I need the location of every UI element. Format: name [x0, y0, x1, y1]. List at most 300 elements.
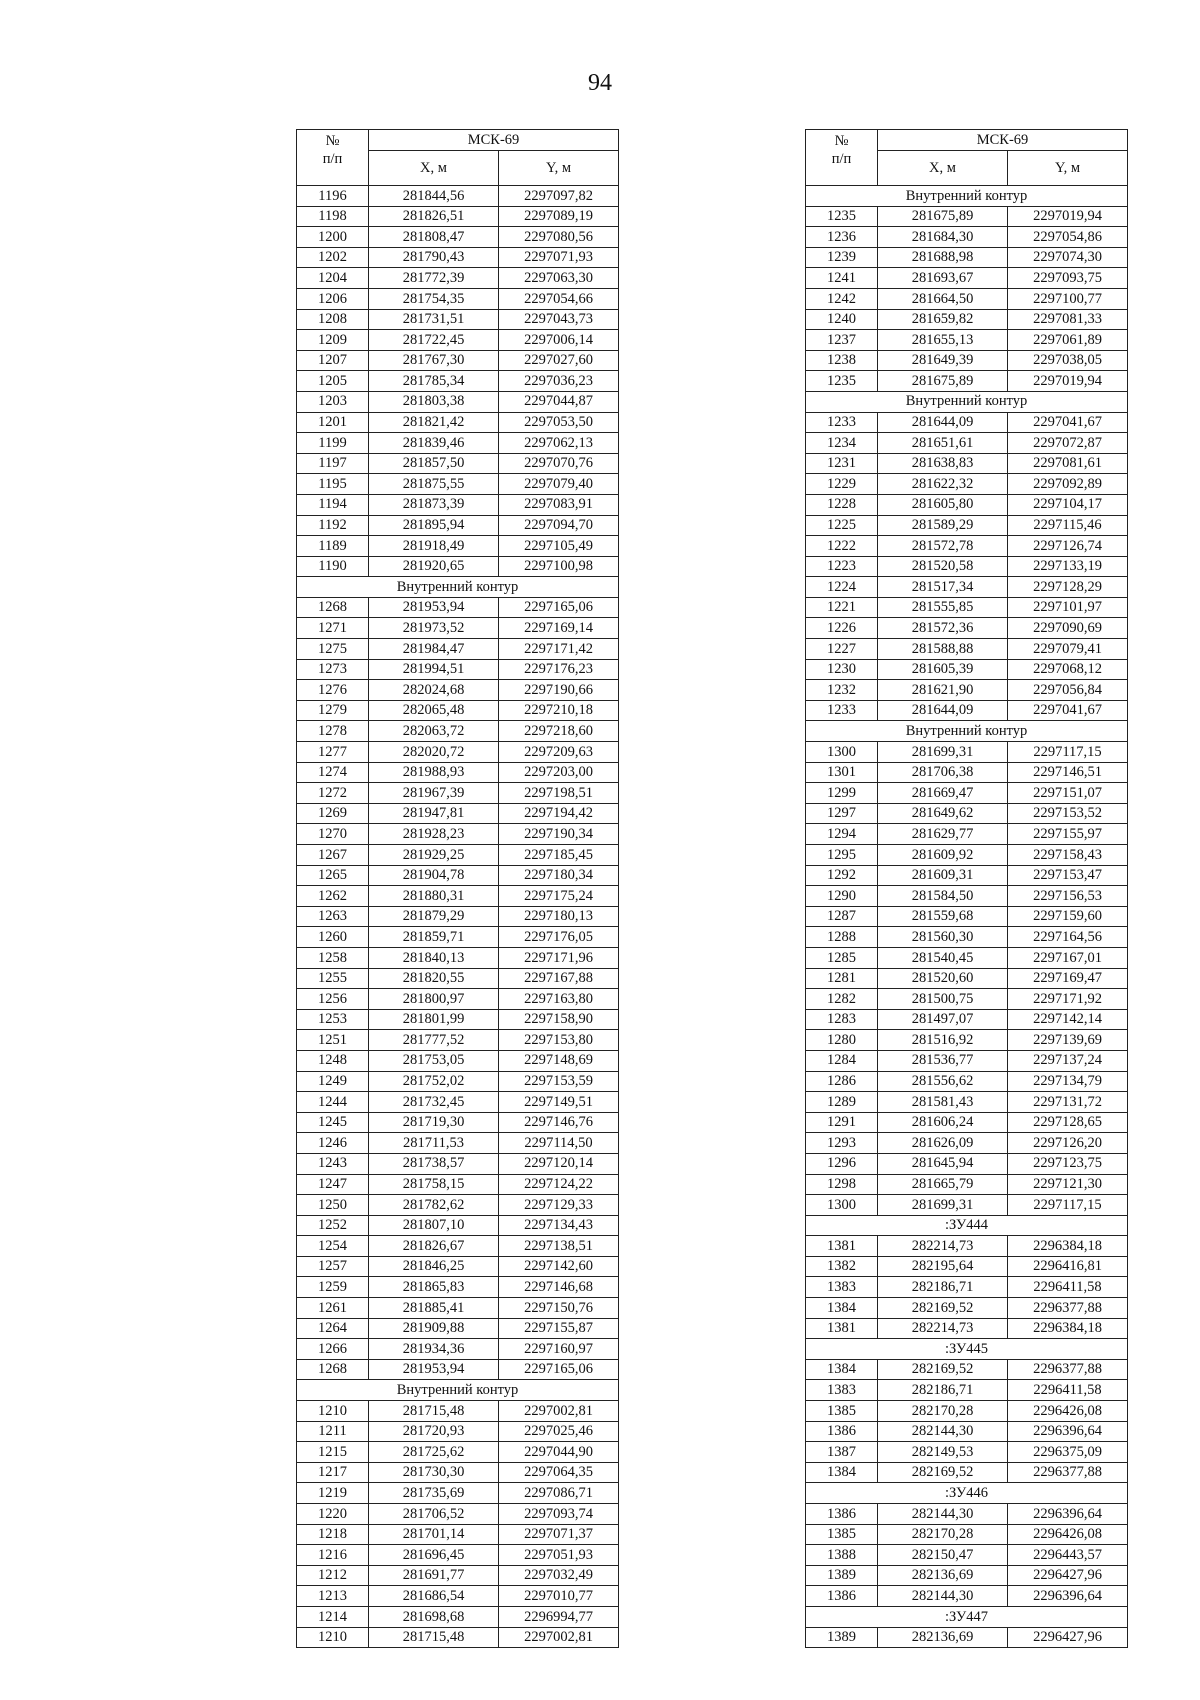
table-row	[297, 1524, 619, 1545]
y-coordinate: 2297044,90	[499, 1442, 619, 1463]
point-number: 1209	[297, 330, 369, 351]
x-coordinate: 282144,30	[878, 1586, 1008, 1607]
x-coordinate: 281711,53	[369, 1133, 499, 1154]
table-row	[297, 762, 619, 783]
y-coordinate: 2297134,43	[499, 1215, 619, 1236]
section-row	[297, 1380, 619, 1401]
y-coordinate: 2297054,86	[1008, 227, 1128, 248]
point-number: 1387	[806, 1442, 878, 1463]
point-number: 1265	[297, 865, 369, 886]
table-row	[297, 309, 619, 330]
point-number: 1271	[297, 618, 369, 639]
point-number: 1203	[297, 391, 369, 412]
y-coordinate: 2297043,73	[499, 309, 619, 330]
x-coordinate: 281758,15	[369, 1174, 499, 1195]
number-column-header	[806, 130, 878, 186]
section-row	[806, 1483, 1128, 1504]
point-number: 1235	[806, 206, 878, 227]
y-coordinate: 2297153,52	[1008, 803, 1128, 824]
table-row	[297, 1277, 619, 1298]
point-number: 1245	[297, 1112, 369, 1133]
point-number: 1270	[297, 824, 369, 845]
table-row	[806, 700, 1128, 721]
table-row	[806, 288, 1128, 309]
table-row	[297, 247, 619, 268]
x-coordinate: 281497,07	[878, 1009, 1008, 1030]
point-number: 1389	[806, 1627, 878, 1648]
point-number: 1250	[297, 1195, 369, 1216]
y-coordinate: 2297210,18	[499, 700, 619, 721]
table-row	[297, 433, 619, 454]
table-row	[297, 742, 619, 763]
y-coordinate: 2297146,68	[499, 1277, 619, 1298]
point-number: 1295	[806, 845, 878, 866]
x-coordinate: 281698,68	[369, 1606, 499, 1627]
table-row	[297, 1009, 619, 1030]
y-coordinate: 2296384,18	[1008, 1318, 1128, 1339]
table-row	[806, 989, 1128, 1010]
x-coordinate: 282214,73	[878, 1318, 1008, 1339]
table-row	[297, 989, 619, 1010]
point-number: 1384	[806, 1462, 878, 1483]
x-coordinate: 281785,34	[369, 371, 499, 392]
x-coordinate: 282186,71	[878, 1277, 1008, 1298]
section-row	[297, 577, 619, 598]
table-row	[297, 1462, 619, 1483]
point-number: 1283	[806, 1009, 878, 1030]
table-row	[806, 412, 1128, 433]
x-column-header: X, м	[878, 151, 1008, 186]
point-number: 1238	[806, 350, 878, 371]
y-coordinate: 2297158,90	[499, 1009, 619, 1030]
point-number: 1278	[297, 721, 369, 742]
y-coordinate: 2297027,60	[499, 350, 619, 371]
x-coordinate: 281536,77	[878, 1050, 1008, 1071]
table-row	[806, 1545, 1128, 1566]
y-coordinate: 2297006,14	[499, 330, 619, 351]
y-coordinate: 2297133,19	[1008, 556, 1128, 577]
table-row	[806, 1174, 1128, 1195]
section-label: :ЗУ446	[806, 1483, 1128, 1504]
table-row	[806, 597, 1128, 618]
table-row	[806, 1050, 1128, 1071]
x-coordinate: 281644,09	[878, 700, 1008, 721]
x-coordinate: 281801,99	[369, 1009, 499, 1030]
y-coordinate: 2297041,67	[1008, 412, 1128, 433]
y-coordinate: 2297002,81	[499, 1401, 619, 1422]
x-coordinate: 281638,83	[878, 453, 1008, 474]
x-coordinate: 281665,79	[878, 1174, 1008, 1195]
x-coordinate: 281803,38	[369, 391, 499, 412]
y-coordinate: 2297086,71	[499, 1483, 619, 1504]
y-coordinate: 2297083,91	[499, 494, 619, 515]
y-coordinate: 2297100,98	[499, 556, 619, 577]
table-row	[806, 1318, 1128, 1339]
table-row	[806, 247, 1128, 268]
y-coordinate: 2297156,53	[1008, 886, 1128, 907]
y-coordinate: 2297123,75	[1008, 1153, 1128, 1174]
x-coordinate: 282170,28	[878, 1401, 1008, 1422]
x-coordinate: 281622,32	[878, 474, 1008, 495]
y-coordinate: 2296443,57	[1008, 1545, 1128, 1566]
point-number: 1202	[297, 247, 369, 268]
table-row	[806, 803, 1128, 824]
table-row	[806, 350, 1128, 371]
table-row	[806, 1504, 1128, 1525]
point-number: 1273	[297, 659, 369, 680]
table-row	[297, 227, 619, 248]
x-coordinate: 281645,94	[878, 1153, 1008, 1174]
table-row	[806, 227, 1128, 248]
table-row	[297, 1586, 619, 1607]
x-coordinate: 281696,45	[369, 1545, 499, 1566]
point-number: 1224	[806, 577, 878, 598]
number-sign: №	[834, 133, 849, 149]
y-coordinate: 2297038,05	[1008, 350, 1128, 371]
point-number: 1291	[806, 1112, 878, 1133]
section-label: Внутренний контур	[806, 391, 1128, 412]
table-row	[297, 886, 619, 907]
x-coordinate: 281605,39	[878, 659, 1008, 680]
x-coordinate: 281920,65	[369, 556, 499, 577]
point-number: 1389	[806, 1565, 878, 1586]
point-number: 1207	[297, 350, 369, 371]
table-row	[297, 1092, 619, 1113]
table-row	[806, 680, 1128, 701]
y-coordinate: 2297061,89	[1008, 330, 1128, 351]
table-row	[806, 659, 1128, 680]
table-row	[297, 659, 619, 680]
x-coordinate: 281994,51	[369, 659, 499, 680]
point-number: 1213	[297, 1586, 369, 1607]
point-number: 1386	[806, 1586, 878, 1607]
x-column-header: X, м	[369, 151, 499, 186]
y-coordinate: 2297176,23	[499, 659, 619, 680]
point-number: 1234	[806, 433, 878, 454]
x-coordinate: 281735,69	[369, 1483, 499, 1504]
y-coordinate: 2297128,29	[1008, 577, 1128, 598]
point-number: 1198	[297, 206, 369, 227]
x-coordinate: 281752,02	[369, 1071, 499, 1092]
x-coordinate: 281706,38	[878, 762, 1008, 783]
y-coordinate: 2297150,76	[499, 1298, 619, 1319]
x-coordinate: 281572,78	[878, 536, 1008, 557]
x-coordinate: 281644,09	[878, 412, 1008, 433]
point-number: 1214	[297, 1606, 369, 1627]
table-row	[297, 1174, 619, 1195]
point-number: 1247	[297, 1174, 369, 1195]
x-coordinate: 281693,67	[878, 268, 1008, 289]
table-row	[297, 1195, 619, 1216]
section-label: :ЗУ444	[806, 1215, 1128, 1236]
point-number: 1294	[806, 824, 878, 845]
x-coordinate: 282195,64	[878, 1256, 1008, 1277]
table-row	[297, 1606, 619, 1627]
table-row	[806, 1380, 1128, 1401]
y-coordinate: 2296396,64	[1008, 1421, 1128, 1442]
point-number: 1192	[297, 515, 369, 536]
table-row	[297, 1050, 619, 1071]
x-coordinate: 281720,93	[369, 1421, 499, 1442]
y-coordinate: 2297081,61	[1008, 453, 1128, 474]
y-coordinate: 2297051,93	[499, 1545, 619, 1566]
table-row	[297, 783, 619, 804]
x-coordinate: 281865,83	[369, 1277, 499, 1298]
y-coordinate: 2296396,64	[1008, 1586, 1128, 1607]
table-row	[297, 1236, 619, 1257]
point-number: 1221	[806, 597, 878, 618]
table-row	[297, 639, 619, 660]
table-row	[806, 865, 1128, 886]
y-coordinate: 2297062,13	[499, 433, 619, 454]
x-coordinate: 281589,29	[878, 515, 1008, 536]
x-coordinate: 281555,85	[878, 597, 1008, 618]
x-coordinate: 281560,30	[878, 927, 1008, 948]
table-row	[297, 1442, 619, 1463]
point-number: 1274	[297, 762, 369, 783]
y-coordinate: 2297056,84	[1008, 680, 1128, 701]
x-coordinate: 281879,29	[369, 906, 499, 927]
y-coordinate: 2297185,45	[499, 845, 619, 866]
table-row	[297, 845, 619, 866]
point-number: 1223	[806, 556, 878, 577]
table-row	[806, 1421, 1128, 1442]
table-row	[806, 577, 1128, 598]
table-row	[806, 1195, 1128, 1216]
x-coordinate: 281904,78	[369, 865, 499, 886]
x-coordinate: 281826,51	[369, 206, 499, 227]
x-coordinate: 281782,62	[369, 1195, 499, 1216]
point-number: 1239	[806, 247, 878, 268]
table-row	[297, 1318, 619, 1339]
table-row	[297, 1112, 619, 1133]
y-coordinate: 2297209,63	[499, 742, 619, 763]
table-row	[806, 968, 1128, 989]
x-coordinate: 281649,39	[878, 350, 1008, 371]
point-number: 1206	[297, 288, 369, 309]
table-row	[297, 288, 619, 309]
point-number: 1266	[297, 1339, 369, 1360]
y-coordinate: 2297171,92	[1008, 989, 1128, 1010]
x-coordinate: 281649,62	[878, 803, 1008, 824]
y-coordinate: 2297105,49	[499, 536, 619, 557]
table-row	[806, 206, 1128, 227]
y-coordinate: 2297074,30	[1008, 247, 1128, 268]
table-row	[806, 906, 1128, 927]
y-coordinate: 2297129,33	[499, 1195, 619, 1216]
y-coordinate: 2297137,24	[1008, 1050, 1128, 1071]
y-coordinate: 2297218,60	[499, 721, 619, 742]
x-coordinate: 281701,14	[369, 1524, 499, 1545]
x-coordinate: 281520,58	[878, 556, 1008, 577]
x-coordinate: 282169,52	[878, 1298, 1008, 1319]
table-row	[297, 618, 619, 639]
point-number: 1231	[806, 453, 878, 474]
x-coordinate: 281540,45	[878, 947, 1008, 968]
table-row	[297, 1545, 619, 1566]
x-coordinate: 281559,68	[878, 906, 1008, 927]
table-row	[806, 474, 1128, 495]
x-coordinate: 282186,71	[878, 1380, 1008, 1401]
point-number: 1259	[297, 1277, 369, 1298]
y-coordinate: 2297064,35	[499, 1462, 619, 1483]
table-row	[806, 1565, 1128, 1586]
table-row	[806, 309, 1128, 330]
point-number: 1236	[806, 227, 878, 248]
y-coordinate: 2297155,87	[499, 1318, 619, 1339]
y-coordinate: 2297149,51	[499, 1092, 619, 1113]
point-number: 1210	[297, 1401, 369, 1422]
x-coordinate: 281629,77	[878, 824, 1008, 845]
y-coordinate: 2297128,65	[1008, 1112, 1128, 1133]
table-row	[806, 1401, 1128, 1422]
table-row	[806, 1256, 1128, 1277]
point-number: 1204	[297, 268, 369, 289]
x-coordinate: 281621,90	[878, 680, 1008, 701]
point-number: 1232	[806, 680, 878, 701]
x-coordinate: 281715,48	[369, 1401, 499, 1422]
table-row	[806, 1298, 1128, 1319]
y-coordinate: 2297126,20	[1008, 1133, 1128, 1154]
x-coordinate: 281500,75	[878, 989, 1008, 1010]
point-number: 1240	[806, 309, 878, 330]
y-coordinate: 2296411,58	[1008, 1380, 1128, 1401]
y-coordinate: 2296375,09	[1008, 1442, 1128, 1463]
y-coordinate: 2297104,17	[1008, 494, 1128, 515]
y-coordinate: 2297101,97	[1008, 597, 1128, 618]
table-row	[297, 186, 619, 207]
y-coordinate: 2297117,15	[1008, 1195, 1128, 1216]
x-coordinate: 281953,94	[369, 1359, 499, 1380]
table-row	[806, 1030, 1128, 1051]
x-coordinate: 281880,31	[369, 886, 499, 907]
y-coordinate: 2297171,96	[499, 947, 619, 968]
point-number: 1285	[806, 947, 878, 968]
y-coordinate: 2297167,01	[1008, 947, 1128, 968]
table-row	[297, 1504, 619, 1525]
table-row	[806, 639, 1128, 660]
y-coordinate: 2297142,60	[499, 1256, 619, 1277]
y-coordinate: 2297159,60	[1008, 906, 1128, 927]
point-number: 1264	[297, 1318, 369, 1339]
table-row	[297, 474, 619, 495]
y-coordinate: 2297093,74	[499, 1504, 619, 1525]
point-number: 1226	[806, 618, 878, 639]
table-row	[297, 1421, 619, 1442]
y-coordinate: 2297002,81	[499, 1627, 619, 1648]
point-number: 1256	[297, 989, 369, 1010]
point-number: 1216	[297, 1545, 369, 1566]
x-coordinate: 281606,24	[878, 1112, 1008, 1133]
x-coordinate: 281572,36	[878, 618, 1008, 639]
table-row	[297, 1133, 619, 1154]
coordinates-table-left	[296, 129, 619, 1648]
point-number: 1233	[806, 412, 878, 433]
x-coordinate: 281928,23	[369, 824, 499, 845]
y-coordinate: 2297155,97	[1008, 824, 1128, 845]
point-number: 1242	[806, 288, 878, 309]
table-row	[297, 1071, 619, 1092]
x-coordinate: 281846,25	[369, 1256, 499, 1277]
x-coordinate: 281699,31	[878, 742, 1008, 763]
y-coordinate: 2297180,13	[499, 906, 619, 927]
coordinate-system-header: МСК-69	[878, 130, 1128, 151]
section-row	[806, 391, 1128, 412]
point-number: 1280	[806, 1030, 878, 1051]
y-coordinate: 2297148,69	[499, 1050, 619, 1071]
x-coordinate: 281820,55	[369, 968, 499, 989]
x-coordinate: 281918,49	[369, 536, 499, 557]
point-number: 1219	[297, 1483, 369, 1504]
x-coordinate: 281826,67	[369, 1236, 499, 1257]
x-coordinate: 282149,53	[878, 1442, 1008, 1463]
point-number: 1386	[806, 1421, 878, 1442]
y-coordinate: 2297142,14	[1008, 1009, 1128, 1030]
point-number: 1385	[806, 1524, 878, 1545]
y-column-header: Y, м	[1008, 151, 1128, 186]
y-coordinate: 2297025,46	[499, 1421, 619, 1442]
point-number: 1276	[297, 680, 369, 701]
y-coordinate: 2297176,05	[499, 927, 619, 948]
point-number: 1244	[297, 1092, 369, 1113]
x-coordinate: 281659,82	[878, 309, 1008, 330]
table-row	[297, 515, 619, 536]
y-coordinate: 2296384,18	[1008, 1236, 1128, 1257]
table-row	[297, 206, 619, 227]
table-header-row	[806, 130, 1128, 151]
x-coordinate: 281772,39	[369, 268, 499, 289]
point-number: 1383	[806, 1277, 878, 1298]
y-coordinate: 2297081,33	[1008, 309, 1128, 330]
y-coordinate: 2297094,70	[499, 515, 619, 536]
table-row	[806, 1586, 1128, 1607]
y-column-header: Y, м	[499, 151, 619, 186]
x-coordinate: 281520,60	[878, 968, 1008, 989]
table-header-row	[297, 130, 619, 151]
y-coordinate: 2297063,30	[499, 268, 619, 289]
y-coordinate: 2297190,34	[499, 824, 619, 845]
point-number: 1293	[806, 1133, 878, 1154]
x-coordinate: 281732,45	[369, 1092, 499, 1113]
x-coordinate: 281753,05	[369, 1050, 499, 1071]
x-coordinate: 281584,50	[878, 886, 1008, 907]
table-row	[806, 1112, 1128, 1133]
y-coordinate: 2297093,75	[1008, 268, 1128, 289]
point-number: 1275	[297, 639, 369, 660]
point-number: 1382	[806, 1256, 878, 1277]
point-number: 1296	[806, 1153, 878, 1174]
page-number: 94	[588, 70, 612, 96]
table-row	[806, 515, 1128, 536]
point-number: 1251	[297, 1030, 369, 1051]
point-number: 1215	[297, 1442, 369, 1463]
table-row	[297, 968, 619, 989]
x-coordinate: 281675,89	[878, 206, 1008, 227]
x-coordinate: 281706,52	[369, 1504, 499, 1525]
point-number: 1228	[806, 494, 878, 515]
x-coordinate: 281984,47	[369, 639, 499, 660]
table-row	[806, 268, 1128, 289]
x-coordinate: 281929,25	[369, 845, 499, 866]
point-number: 1289	[806, 1092, 878, 1113]
x-coordinate: 281516,92	[878, 1030, 1008, 1051]
x-coordinate: 281699,31	[878, 1195, 1008, 1216]
point-number: 1257	[297, 1256, 369, 1277]
y-coordinate: 2297090,69	[1008, 618, 1128, 639]
point-number: 1233	[806, 700, 878, 721]
x-coordinate: 281719,30	[369, 1112, 499, 1133]
y-coordinate: 2297080,56	[499, 227, 619, 248]
